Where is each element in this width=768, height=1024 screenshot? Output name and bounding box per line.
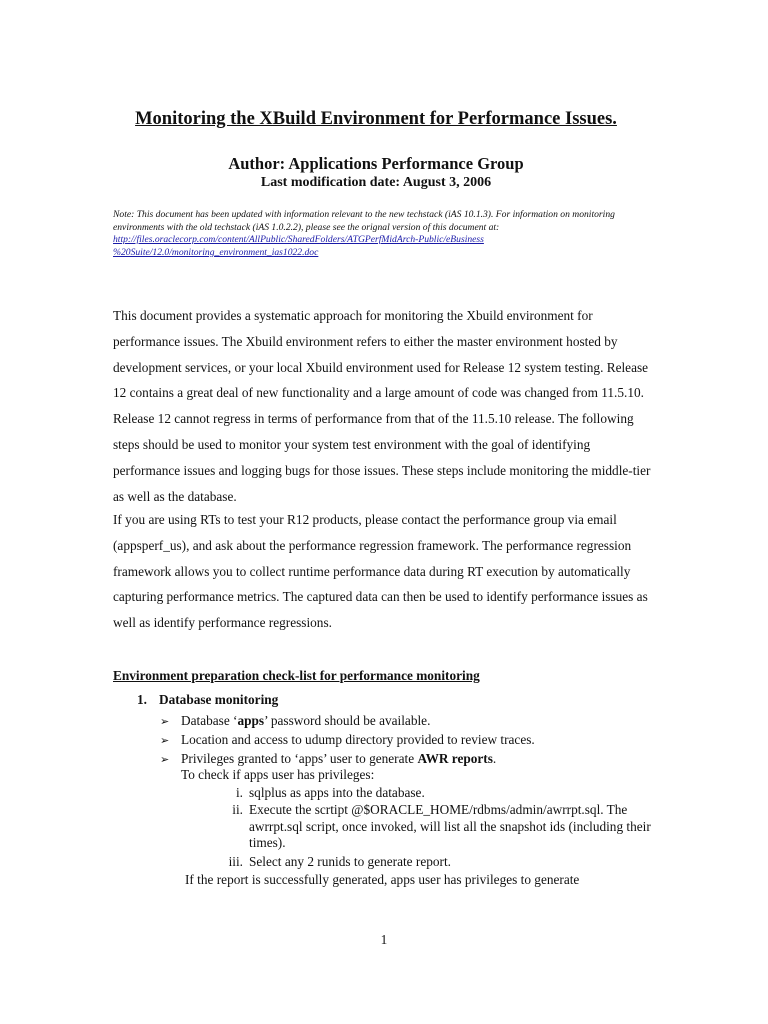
closing-line: If the report is successfully generated, apps user has privileges to generate — [185, 872, 580, 887]
modification-date: Last modification date: August 3, 2006 — [260, 175, 492, 190]
author-line: Author: Applications Performance Group — [228, 154, 524, 173]
step-text: sqlplus as apps into the database. — [249, 785, 425, 800]
step-number: iii. — [228, 854, 243, 869]
privilege-check-intro: To check if apps user has privileges: — [181, 767, 375, 782]
step-text: Select any 2 runids to generate report. — [249, 854, 451, 869]
arrow-bullet-icon: ➢ — [160, 735, 170, 747]
section-heading: Environment preparation check-list for performance monitoring — [113, 668, 480, 683]
rt-paragraph: If you are using RTs to test your R12 products, please contact the performance group via email (appsperf_us), and ask about the performance regression framework. The performance regression framework allows you to collect runtime performance data during RT execution by automatically capturing performance metrics. The captured data can then be used to identify performance issues as well as identify performance regressions. — [113, 512, 648, 631]
link-line-1: http://files.oraclecorp.com/content/AllPublic/SharedFolders/ATGPerfMidArch-Public/eBusiness — [113, 234, 484, 245]
original-doc-link[interactable] — [113, 234, 484, 258]
arrow-bullet-icon: ➢ — [160, 754, 170, 766]
step-number: i. — [235, 785, 243, 800]
step-number: ii. — [232, 802, 243, 817]
note-text: Note: This document has been updated with information relevant to the new techstack (iAS 10.1.3). For information on monitoring environments with the old techstack (iAS 1.0.2.2), please see the orignal version of this document at: — [113, 209, 615, 233]
list-number: 1. — [137, 692, 147, 707]
document-title: Monitoring the XBuild Environment for Performance Issues. — [135, 109, 617, 129]
list-item-database-monitoring — [137, 692, 278, 708]
step-text: Execute the scrtipt @$ORACLE_HOME/rdbms/admin/awrrpt.sql. The awrrpt.sql script, once invoked, will list all the snapshot ids (including their times). — [249, 802, 651, 850]
list-heading: Database monitoring — [159, 692, 279, 707]
techstack-note — [113, 209, 658, 259]
bullet-awr-privileges: ➢ Privileges granted to ‘apps’ user to generate AWR reports. — [160, 749, 496, 770]
intro-paragraph: This document provides a systematic approach for monitoring the Xbuild environment for performance issues. The Xbuild environment refers to either the master environment hosted by development services, or your local Xbuild environment used for Release 12 system testing. Release 12 contains a great deal of new functionality and a large amount of code was changed from 11.5.10. Release 12 cannot regress in terms of performance from that of the 11.5.10 release. The following steps should be used to monitor your system test environment with the goal of identifying performance issues and logging bugs for those issues. These steps include monitoring the middle-tier as well as the database. — [113, 308, 651, 504]
link-line-2: %20Suite/12.0/monitoring_environment_ias1022.doc — [113, 246, 319, 258]
bullet-udump-access: ➢ Location and access to udump directory provided to review traces. — [160, 730, 535, 751]
page-number: 1 — [380, 932, 388, 947]
bullet-apps-password: ➢ Database ‘apps’ password should be available. — [160, 711, 430, 732]
arrow-bullet-icon: ➢ — [160, 716, 170, 728]
